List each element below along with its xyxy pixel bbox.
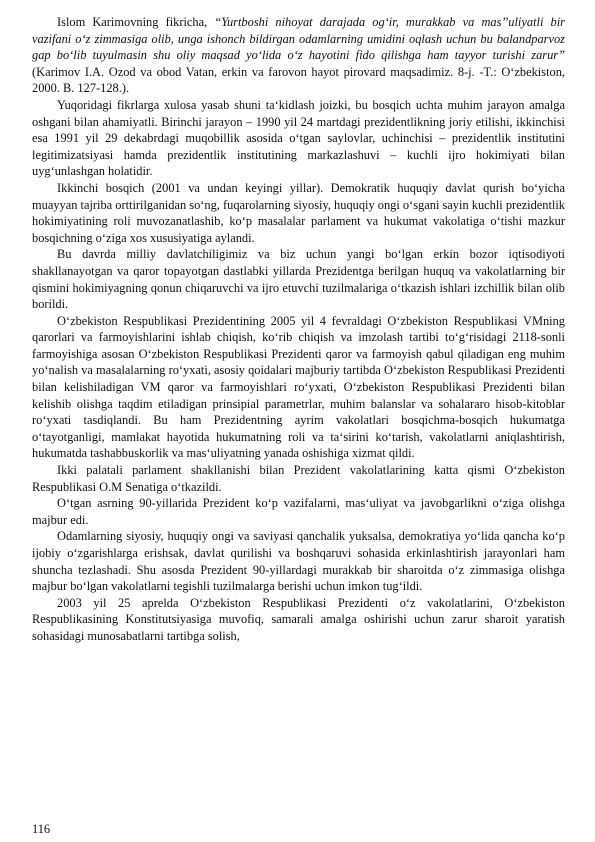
- paragraph-6: Ikki palatali parlament shakllanishi bilan Prezident vakolatlarining katta qismi O‘zbekiston Respublikasi O.M Senatiga o‘tkazildi.: [32, 463, 565, 494]
- paragraph-8: Odamlarning siyosiy, huquqiy ongi va saviyasi qanchalik yuksalsa, demokratiya yo‘lida qancha ko‘p ijobiy o‘zgarishlarga erishsak, davlat qurilishi va boshqaruvi sohasida erkinlashtirish jarayonlari ham shuncha tezlashadi. Shu asosda Prezident 90-yillardagi murakkab bir sharoitda o‘z zimmasiga olishga majbur bo‘lgan vakolatlarni tegishli tuzilmalarga berishi uchun imkon tug‘ildi.: [32, 529, 565, 594]
- karimov-quote: “Yurtboshi nihoyat darajada og‘ir, murakkab va mas’’uliyatli bir vazifani o‘z zimmasiga olib, unga ishonch bildirgan odamlarning umidini oqlash uchun bu balandparvoz gap bo‘lib tuyulmasin shu oliy maqsad yo‘lida o‘z hayotini fido qilishga ham tayyor turishi zarur”: [32, 15, 565, 63]
- paragraph-5: O‘zbekiston Respublikasi Prezidentining 2005 yil 4 fevraldagi O‘zbekiston Respublikasi VMning qarorlari va farmoyishlarini ishlab chiqish, ko‘rib chiqish va imzolash tartibi to‘g‘risidagi 2118-sonli farmoyishiga asosan O‘zbekiston Respublikasi Prezidenti qaror va farmoyish qabul qiladigan eng muhim yo‘nalish va masalalarning ro‘yxati, asosiy qoidalari majburiy tartibda O‘zbekiston Respublikasi Prezidenti bilan kelishiladigan VM qaror va farmoyishlari ro‘yxati, O‘zbekiston Respublikasi Prezidenti bilan kelishib olishga taqdim etiladigan prinsipial parametrlar, muhim balanslar va sohalararo hisob-kitoblar ro‘yxati tasdiqlandi. Bu ham Prezidentning ayrim vakolatlari bosqichma-bosqich hukumatga o‘tayotganligi, mamlakat hayotida hukumatning roli va ta‘sirini ko‘tarish, vakolatlarni aniqlashtirish, hukumatda tashabbuskorlik va mas‘uliyatning yanada oshishiga xizmat qildi.: [32, 313, 566, 461]
- document-body: [32, 14, 565, 645]
- paragraph-7: O‘tgan asrning 90-yillarida Prezident ko‘p vazifalarni, mas‘uliyat va javobgarlikni o‘ziga olishga majbur edi.: [32, 496, 565, 527]
- paragraph-4: Bu davrda milliy davlatchiligimiz va biz uchun yangi bo‘lgan erkin bozor iqtisodiyoti shakllanayotgan va qaror topayotgan dastlabki yillarda Prezidentga berilgan huquq va vakolatlarning bir qismini hokimiyagning qonun chiqaruvchi va ijro etuvchi tuzilmalariga o‘tkazish ishlari izchillik bilan olib borildi.: [32, 247, 565, 312]
- page-number: 116: [32, 822, 51, 836]
- paragraph-1-intro: Islom Karimovning fikricha,: [57, 15, 215, 29]
- paragraph-1: [32, 14, 565, 97]
- paragraph-9: 2003 yil 25 aprelda O‘zbekiston Respublikasi Prezidenti o‘z vakolatlarini, O‘zbekiston Respublikasining Konstitutsiyasiga muvofiq, samarali amalga oshirishi uchun zarur sharoit yaratish sohasidagi munosabatlarni tartibga solish,: [32, 595, 565, 643]
- paragraph-1-citation: (Karimov I.A. Ozod va obod Vatan, erkin va farovon hayot pirovard maqsadimiz. 8-j. -T.: O‘zbekiston, 2000. B. 127-128.).: [32, 64, 565, 96]
- paragraph-2: Yuqoridagi fikrlarga xulosa yasab shuni ta‘kidlash joizki, bu bosqich uchta muhim jarayon amalga oshgani bilan ahamiyatli. Birinchi jarayon – 1990 yil 24 martdagi prezidentlikning joriy etilishi, ikkinchisi esa 1991 yil 29 dekabrdagi muqobillik asosida o‘tgan saylovlar, uchinchisi – prezidentlik institutini legitimizatsiyasi hamda prezidentlik institutining markazlashuvi – kuchli ijro hokimiyati bilan uyg‘unlashgan holatidir.: [32, 97, 565, 179]
- paragraph-3: Ikkinchi bosqich (2001 va undan keyingi yillar). Demokratik huquqiy davlat qurish bo‘yicha muayyan tajriba orttirilganidan so‘ng, fuqarolarning siyosiy, huquqiy ongi o‘sgani sayin kuchli prezidentlik hokimiyatining roli muvozanatlashib, ko‘p masalalar parlament va hukumat vakolatiga o‘tishi mazkur bosqichning o‘ziga xos xususiyatiga aylandi.: [32, 180, 565, 245]
